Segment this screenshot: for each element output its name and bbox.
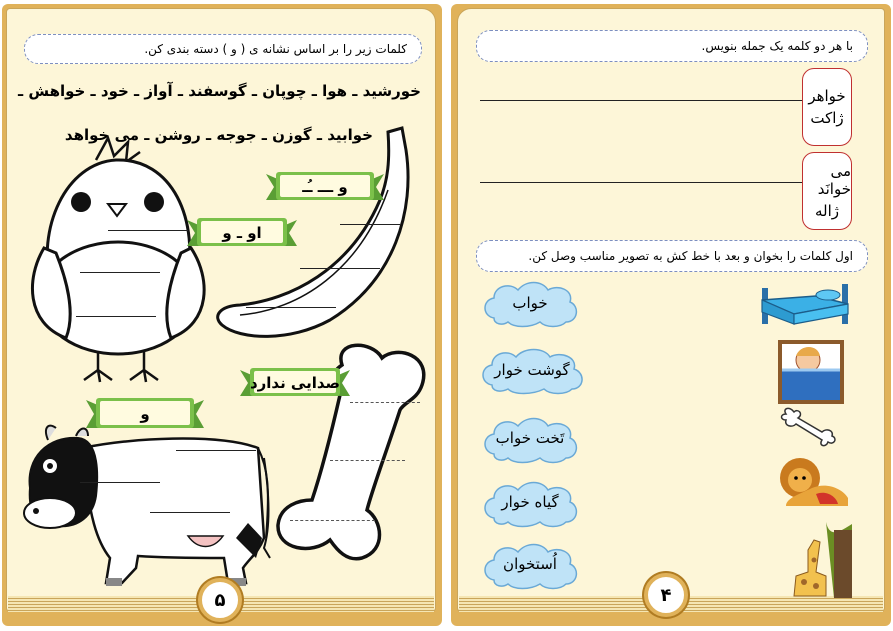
right-instruction-2: اول کلمات را بخوان و بعد با خط کش به تصویر مناسب وصل کن. <box>528 249 853 263</box>
cloud-word-4[interactable] <box>480 476 580 528</box>
giraffe-picture[interactable] <box>786 520 854 598</box>
cow-answer-line-2[interactable] <box>80 482 160 483</box>
ribbon-cow <box>86 396 204 432</box>
chick-drawing <box>26 138 216 383</box>
cloud-word-3-label: تَخت خواب <box>495 429 565 447</box>
banana-answer-line-2[interactable] <box>300 268 380 269</box>
ribbon-bone <box>240 366 350 400</box>
right-instruction-box-1 <box>476 30 868 62</box>
word-pair-1-word-2: ژاکت <box>810 109 844 127</box>
word-pair-2-word-2: ژاله <box>814 202 840 220</box>
chick-answer-line-1[interactable] <box>108 230 188 231</box>
cloud-word-2[interactable] <box>478 345 586 395</box>
cow-drawing <box>18 418 273 590</box>
cloud-word-2-label: گوشت خوار <box>494 361 570 379</box>
bone-picture[interactable] <box>778 406 842 446</box>
word-pair-box-1 <box>802 68 852 146</box>
cow-answer-line-1[interactable] <box>176 450 256 451</box>
cloud-word-5-label: اُستخوان <box>503 555 557 573</box>
word-pair-2-word-1: می خوانَد <box>817 162 851 198</box>
ribbon-banana <box>266 170 384 204</box>
cloud-word-4-label: گیاه خوار <box>501 493 559 511</box>
sentence-line-1[interactable] <box>480 100 802 101</box>
chick-answer-line-3[interactable] <box>76 316 156 317</box>
ribbon-chick <box>187 216 297 250</box>
page-number-left: ۵ <box>198 578 242 622</box>
page-number-right: ۴ <box>644 573 688 617</box>
lion-picture[interactable] <box>776 454 852 508</box>
bone-answer-line-1[interactable] <box>350 402 420 403</box>
sleeping-boy-picture[interactable] <box>776 338 846 406</box>
right-instruction-box-2 <box>476 240 868 272</box>
ribbon-cow-label: و <box>140 405 150 423</box>
cloud-word-1-label: خواب <box>512 294 548 312</box>
chick-answer-line-2[interactable] <box>80 272 160 273</box>
word-pair-box-2 <box>802 152 852 230</box>
word-list-line-1: خورشید ـ هوا ـ چوپان ـ گوسفند ـ آواز ـ خود ـ خواهش ـ <box>18 82 421 100</box>
left-instruction: کلمات زیر را بر اساس نشانه ی ( و ) دسته بندی کن. <box>144 42 407 56</box>
banana-answer-line-1[interactable] <box>340 224 400 225</box>
right-instruction-1: با هر دو کلمه یک جمله بنویس. <box>701 39 853 53</box>
banana-answer-line-3[interactable] <box>246 307 336 308</box>
bone-answer-line-3[interactable] <box>290 520 375 521</box>
word-pair-1-word-1: خواهر <box>808 87 846 105</box>
cloud-word-3[interactable] <box>480 412 580 464</box>
ribbon-bone-label: صدایی ندارد <box>249 374 341 392</box>
word-list-line-2: خوابید ـ گوزن ـ جوجه ـ روشن ـ می خواهد <box>64 126 373 144</box>
left-instruction-box <box>24 34 422 64</box>
bone-answer-line-2[interactable] <box>330 460 405 461</box>
ribbon-chick-label: او ـ و <box>222 224 262 242</box>
cow-answer-line-3[interactable] <box>150 512 230 513</box>
cloud-word-5[interactable] <box>480 538 580 590</box>
sentence-line-2[interactable] <box>480 182 802 183</box>
bed-picture[interactable] <box>758 278 854 328</box>
ribbon-banana-label: و ـــ ـُـ <box>302 178 348 196</box>
cloud-word-1[interactable] <box>480 278 580 328</box>
